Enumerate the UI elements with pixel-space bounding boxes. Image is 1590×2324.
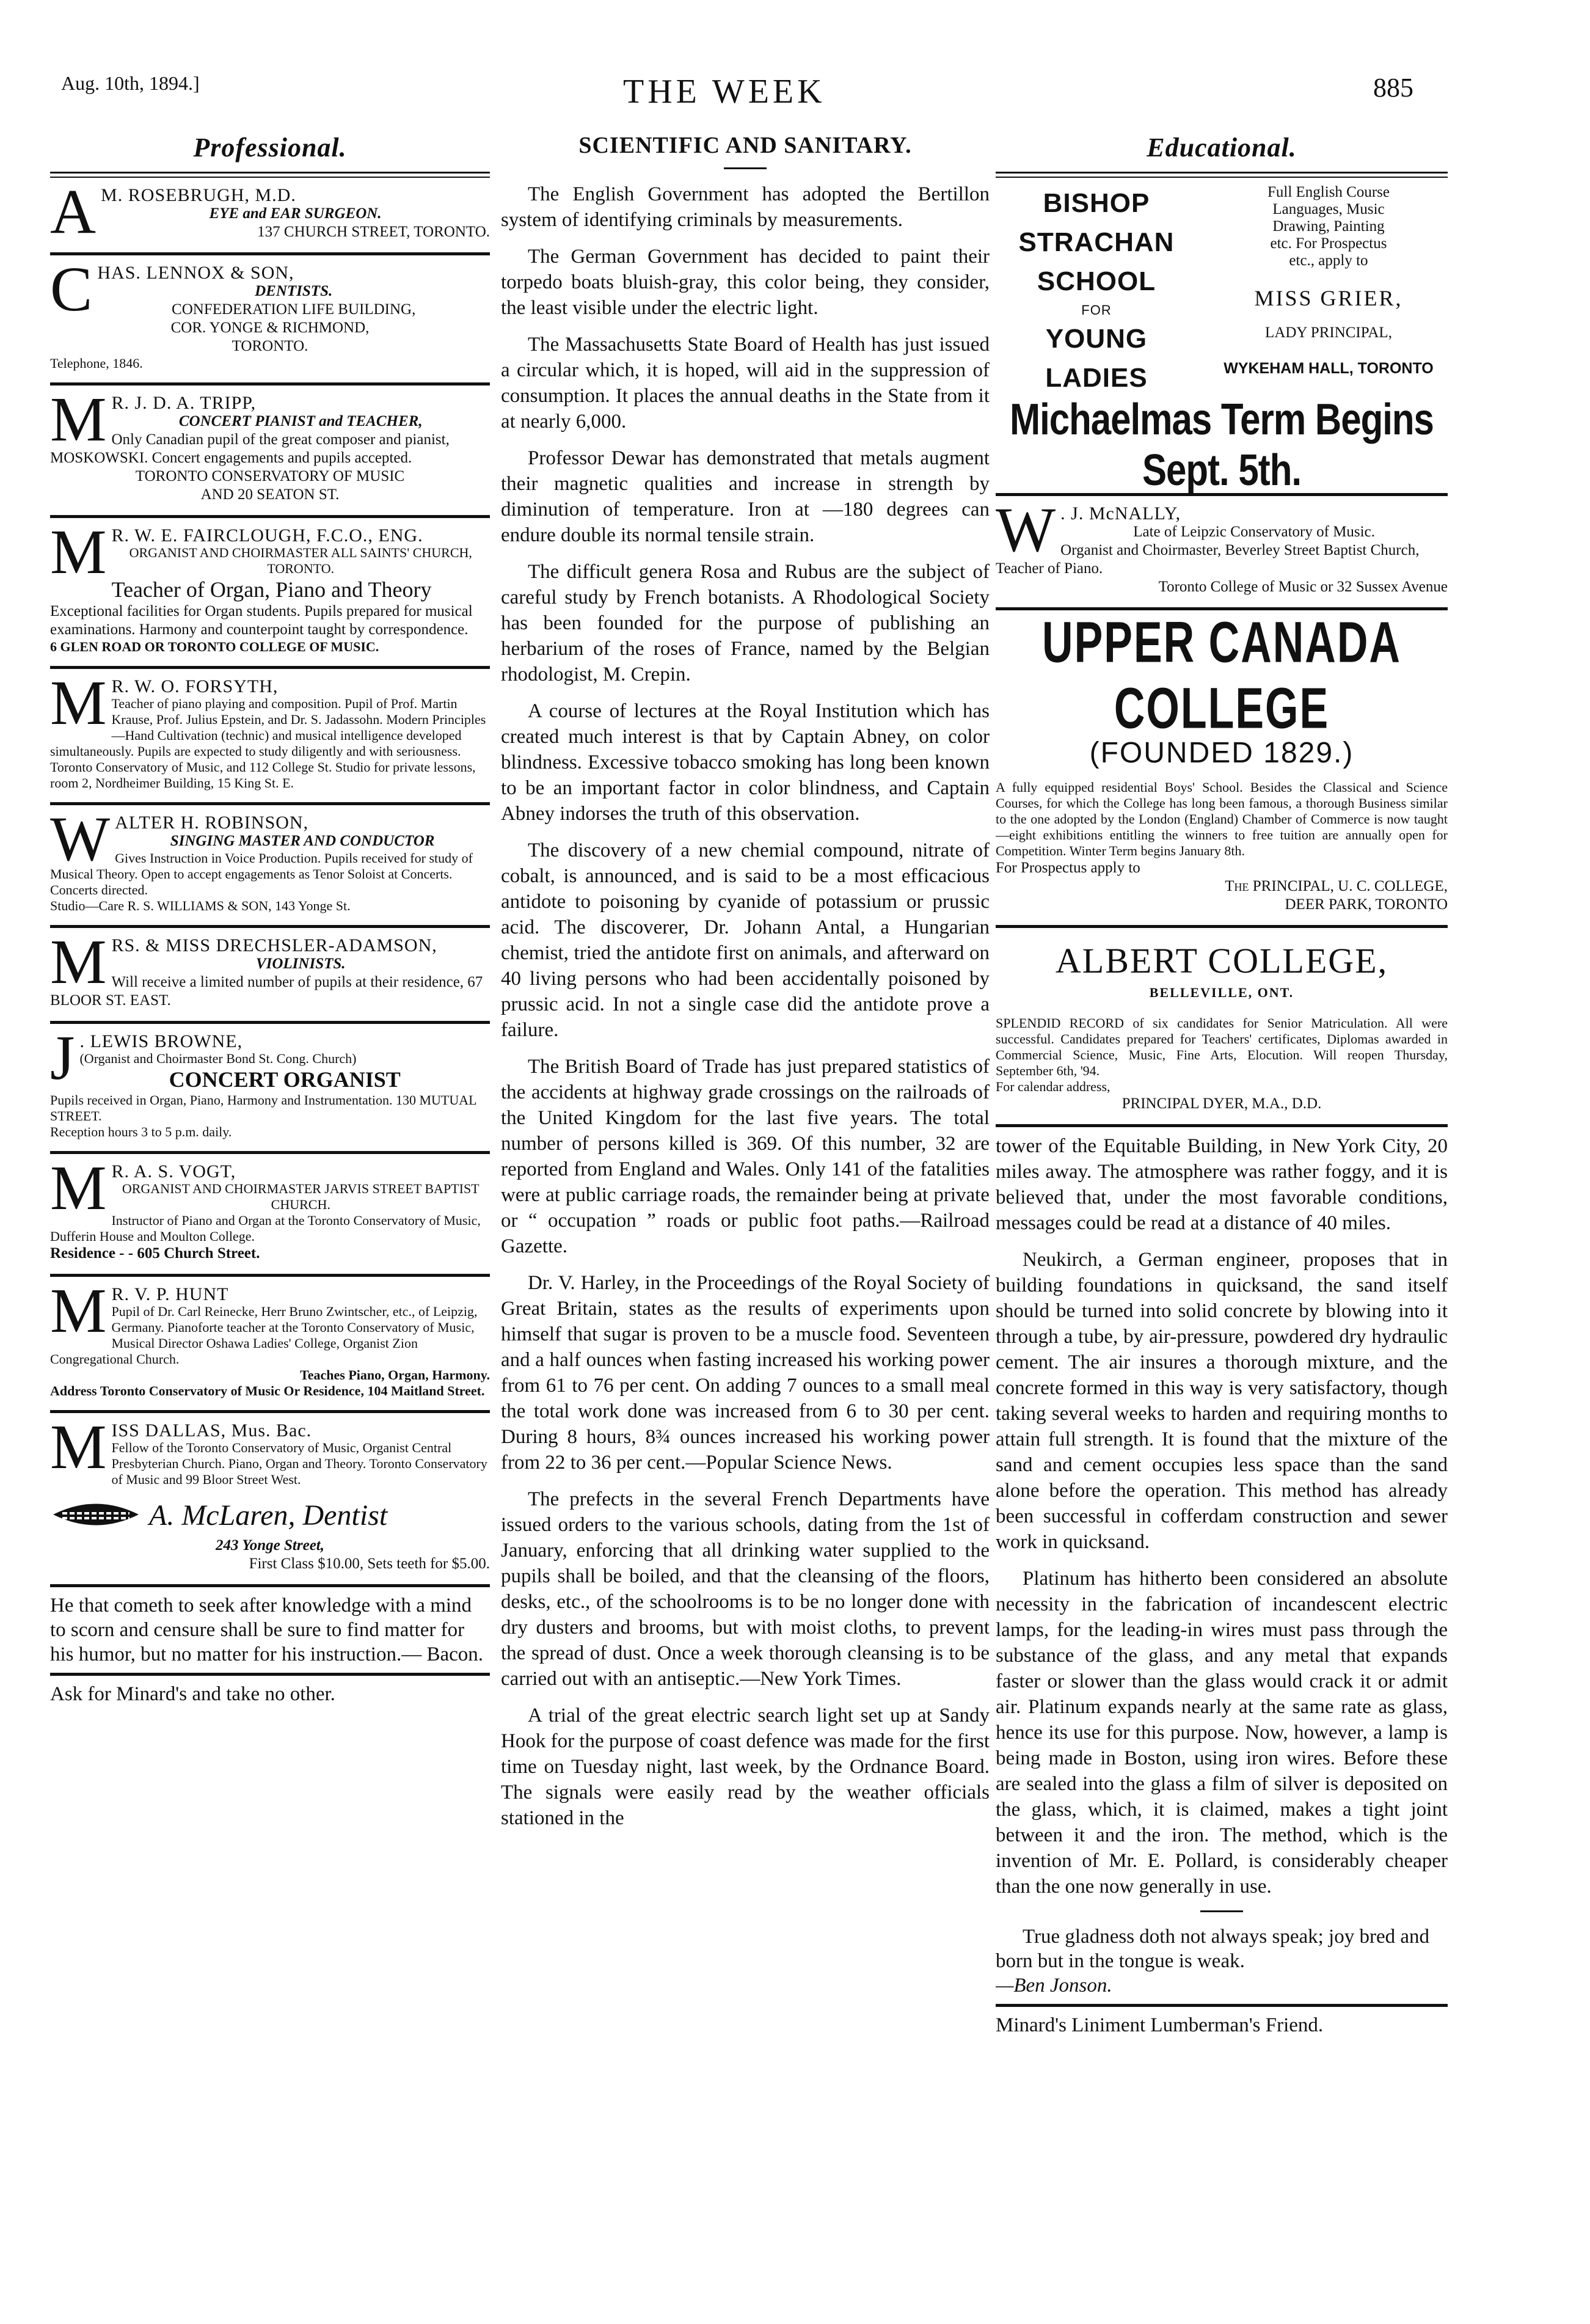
paragraph: Dr. V. Harley, in the Proceedings of the Royal Society of Great Britain, states as the results of experiments upon himself that sugar is proven to be a muscle food. Seventeen and a half ounces when fasting increased his working power from 61 to 76 per cent. On adding 7 ounces to a small meal the total work done was increased from 6 to 30 per cent. During 8 hours, 8¾ ounces increased his working power from 22 to 36 per cent.—Popular Science News. xyxy=(501,1272,990,1474)
ad-tripp xyxy=(50,384,490,509)
drop-cap: W xyxy=(996,495,1056,565)
ad-headline: Teaches Piano, Organ, Harmony. xyxy=(300,1367,490,1383)
ad-headline: Teacher of Organ, Piano and Theory xyxy=(111,577,432,602)
dentist-name: A. McLaren, Dentist xyxy=(149,1499,388,1532)
ad-address: COR. YONGE & RICHMOND, xyxy=(170,320,370,336)
paragraph: The English Government has adopted the Bertillon system of identifying criminals by measurements. xyxy=(501,183,990,231)
ad-footer: Reception hours 3 to 5 p.m. daily. xyxy=(50,1124,232,1139)
paragraph: The British Board of Trade has just prepared statistics of the accidents at highway grade crossings on the railroads of the United Kingdom for the last five years. The total number of persons killed is 369. Of this number, 32 are reported from England and Wales. Only 141 of the fatalities were at public carriage roads, the remainder being at private or “ occupation ” roads or public foot paths.—Railroad Gazette. xyxy=(501,1056,990,1257)
drop-cap: M xyxy=(50,517,107,587)
scientific-column xyxy=(501,128,990,2312)
school-young-ladies: YOUNG LADIES xyxy=(1045,324,1148,393)
paragraph: Professor Dewar has demonstrated that metals augment their magnetic qualities and increase in strength by diminution of temperature. Iron at —180 degrees can endure double its normal tensile strain. xyxy=(501,447,990,546)
ad-subtitle: CONCERT PIANIST and TEACHER, xyxy=(178,413,423,429)
drop-cap: W xyxy=(50,804,111,874)
newspaper-title: THE WEEK xyxy=(623,73,826,111)
paragraph: The difficult genera Rosa and Rubus are the subject of careful study by French botanists. A Rhodological Society has been founded for the purpose of publishing an herbarium of the roses of France, named by the Belgian rhodologist, M. Crepin. xyxy=(501,561,990,685)
minard-ad xyxy=(50,1682,490,1706)
ad-name: M. ROSEBRUGH, M.D. xyxy=(101,185,296,205)
albert-principal: PRINCIPAL DYER, M.A., D.D. xyxy=(1121,1095,1322,1112)
ad-name: R. W. O. FORSYTH, xyxy=(111,676,279,696)
drop-cap: M xyxy=(50,927,107,997)
ad-footer: Studio—Care R. S. WILLIAMS & SON, 143 Yonge St. xyxy=(50,898,351,913)
ad-body: Will receive a limited number of pupils at their residence, 67 BLOOR ST. EAST. xyxy=(50,974,483,1009)
ad-body: Fellow of the Toronto Conservatory of Music, Organist Central Presbyterian Church. Piano, Organ and Theory. Toronto Conservatory of Music and 99 Bloor Street West. xyxy=(111,1440,487,1487)
ad-name: R. J. D. A. TRIPP, xyxy=(111,393,257,413)
ad-body: Pupil of Dr. Carl Reinecke, Herr Bruno Zwintscher, etc., of Leipzig, Germany. Pianoforte teacher at the Toronto Conservatory of Music, Musical Director Oshawa Ladies' College, Organist Zion Congregational Church. xyxy=(50,1304,478,1367)
ucc-title: UPPER CANADA COLLEGE xyxy=(1042,610,1401,740)
ad-footer: 6 GLEN ROAD OR TORONTO COLLEGE OF MUSIC. xyxy=(50,639,379,654)
paragraph: The prefects in the several French Departments have issued orders to the various schools, dating from the 1st of January, enforcing that all drinking water supplied to the pupils shall be boiled, and that the cleansing of the floors, desks, etc., of the schoolrooms is to be no longer done with dry dusters and brooms, but with moist cloths, to prevent the spread of dust. Once a week thorough cleansing is to be carried out with an antiseptic.—New York Times. xyxy=(501,1488,990,1690)
scientific-article xyxy=(501,181,990,1831)
course-line: etc. For Prospectus xyxy=(1270,235,1387,252)
issue-date: Aug. 10th, 1894.] xyxy=(61,72,200,94)
ad-subtitle: DENTISTS. xyxy=(255,283,333,299)
paragraph: Platinum has hitherto been considered an absolute necessity in the fabrication of incandescent electric lamps, for the leading-in wires must pass through the substance of the glass, and any metal that expands faster or slower than the glass would crack it or admit air. Platinum expands nearly at the same rate as glass, hence its use for this purpose. Now, however, a lamp is being made in Boston, using iron wires. Before these are sealed into the glass a film of silver is deposited on the glass, which, it is claimed, makes a tight joint between it and the iron. The method, which is the invention of Mr. E. Pollard, is considerably cheaper than the one now generally in use. xyxy=(996,1568,1448,1898)
ad-hunt xyxy=(50,1276,490,1404)
ucc-address: DEER PARK, TORONTO xyxy=(1285,896,1448,913)
ad-subtitle: ORGANIST AND CHOIRMASTER JARVIS STREET BAPTIST CHURCH. xyxy=(122,1181,480,1212)
drop-cap: C xyxy=(50,254,93,324)
ucc-founded: (FOUNDED 1829.) xyxy=(1089,737,1354,769)
teeth-icon xyxy=(50,1496,142,1534)
albert-college-ad xyxy=(996,940,1448,1118)
school-name-line: SCHOOL xyxy=(1037,266,1156,296)
dentist-address: 243 Yonge Street, xyxy=(215,1537,324,1554)
school-for: FOR xyxy=(1081,302,1112,318)
ad-address: TORONTO CONSERVATORY OF MUSIC xyxy=(135,468,405,484)
drop-cap: A xyxy=(50,177,97,247)
ad-address: CONFEDERATION LIFE BUILDING, xyxy=(172,301,416,318)
ad-mcnally xyxy=(996,495,1448,601)
professional-heading: Professional. xyxy=(193,133,347,163)
ad-name: ISS DALLAS, Mus. Bac. xyxy=(111,1420,312,1441)
ad-name: . LEWIS BROWNE, xyxy=(79,1031,243,1051)
ad-name: R. A. S. VOGT, xyxy=(111,1161,236,1182)
ad-address: AND 20 SEATON ST. xyxy=(200,486,340,503)
scientific-article-continued xyxy=(996,1133,1448,1899)
ad-name: ALTER H. ROBINSON, xyxy=(115,813,309,833)
ad-browne xyxy=(50,1023,490,1145)
ad-body: Gives Instruction in Voice Production. Pupils received for study of Musical Theory. Open to accept engagements as Tenor Soloist at Concerts. Concerts directed. xyxy=(50,850,473,897)
ad-subtitle: EYE and EAR SURGEON. xyxy=(209,205,382,222)
course-line: Full English Course xyxy=(1267,184,1390,200)
ad-body: Only Canadian pupil of the great composer and pianist, MOSKOWSKI. Concert engagements and pupils accepted. xyxy=(50,431,450,466)
ad-name: R. V. P. HUNT xyxy=(111,1284,229,1304)
school-name-line: BISHOP xyxy=(1043,188,1150,218)
dentist-details xyxy=(50,1534,490,1578)
quote-text: True gladness doth not always speak; joy bred and born but in the tongue is weak. xyxy=(996,1926,1430,1972)
professional-column xyxy=(50,128,490,2312)
ad-address: TORONTO. xyxy=(232,338,308,354)
ad-forsyth xyxy=(50,668,490,796)
paragraph: The discovery of a new chemial compound, nitrate of cobalt, is announced, and is said to be a most efficacious antidote to poisoning by cyanide of potassium or prussic acid. The discoverer, Dr. Johann Antal, a Hungarian chemist, tried the antidote first on animals, and afterward on 40 living persons who had been accidentally poisoned by prussic acid. In not a single case did the antidote prove a failure. xyxy=(501,839,990,1041)
course-line: Drawing, Painting xyxy=(1272,218,1385,235)
ad-rosebrugh xyxy=(50,177,490,247)
minard-text: Ask for Minard's and take no other. xyxy=(50,1683,335,1705)
ad-name: . J. McNALLY, xyxy=(1060,503,1181,524)
ad-subtitle: ORGANIST AND CHOIRMASTER ALL SAINTS' CHURCH, TORONTO. xyxy=(129,545,472,576)
ad-robinson xyxy=(50,804,490,919)
ad-headline: CONCERT ORGANIST xyxy=(169,1067,401,1092)
ucc-body: A fully equipped residential Boys' School. Besides the Classical and Science Courses, for which the College has long been famous, a thorough Business similar to the one adopted by the London (England) Chamber of Commerce is now taught—eight exhibitions entitling the winners to free tuition are annually open for Competition. Winter Term begins January 8th. xyxy=(996,780,1448,858)
educational-column xyxy=(996,128,1448,2312)
quote-text: He that cometh to seek after knowledge with a mind to scorn and censure shall be sure to find matter for his humor, but no matter for his instruction.— Bacon. xyxy=(50,1595,484,1665)
minard-liniment-ad xyxy=(996,2013,1448,2037)
ad-footer: Address Toronto Conservatory of Music Or Residence, 104 Maitland Street. xyxy=(50,1383,485,1398)
albert-body: SPLENDID RECORD of six candidates for Senior Matriculation. All were successful. Candidates prepared for Teachers' certificates, Diplomas awarded in Commercial Science, Music, Fine Arts, Elocution. Will reopen Thursday, September 6th, '94. xyxy=(996,1015,1448,1078)
ad-name: R. W. E. FAIRCLOUGH, F.C.O., ENG. xyxy=(111,525,423,546)
heading-rule xyxy=(50,172,490,178)
ad-subtitle: VIOLINISTS. xyxy=(255,956,346,972)
albert-calendar: For calendar address, xyxy=(996,1079,1110,1094)
dentist-price: First Class $10.00, Sets teeth for $5.00. xyxy=(249,1555,490,1572)
ad-fairclough xyxy=(50,517,490,660)
educational-heading: Educational. xyxy=(1147,133,1297,163)
ad-drechsler-adamson xyxy=(50,927,490,1015)
ad-lennox xyxy=(50,254,490,376)
drop-cap: M xyxy=(50,1412,107,1482)
ad-name: HAS. LENNOX & SON, xyxy=(97,263,294,283)
bacon-quote xyxy=(50,1593,490,1667)
ad-name: RS. & MISS DRECHSLER-ADAMSON, xyxy=(111,935,437,956)
principal-title: LADY PRINCIPAL, xyxy=(1265,324,1392,341)
page-number: 885 xyxy=(1373,73,1413,103)
minard-text: Minard's Liniment Lumberman's Friend. xyxy=(996,2014,1324,2036)
ad-body: Teacher of piano playing and composition. Pupil of Prof. Martin Krause, Prof. Julius Epstein, and Dr. S. Jadassohn. Modern Principles—Hand Cultivation (technic) and musical intelligence developed simultaneously. Pupils are expected to study diligently and with seriousness. Toronto Conservatory of Music, and 112 College St. Studio for private lessons, room 2, Nordheimer Building, 15 King St. E. xyxy=(50,696,486,791)
school-name-line: STRACHAN xyxy=(1018,227,1175,257)
course-line: etc., apply to xyxy=(1289,252,1368,269)
paragraph: tower of the Equitable Building, in New York City, 20 miles away. The atmosphere was rather foggy, and it is believed that, under the most favorable conditions, messages could be read at a distance of 40 miles. xyxy=(996,1135,1448,1234)
ucc-principal: The PRINCIPAL, U. C. COLLEGE, xyxy=(1225,878,1448,894)
ad-body: Instructor of Piano and Organ at the Toronto Conservatory of Music, Dufferin House and Moulton College. xyxy=(50,1213,481,1244)
albert-title: ALBERT COLLEGE, xyxy=(1055,941,1388,981)
upper-canada-college-ad xyxy=(996,610,1448,919)
paragraph: The German Government has decided to paint their torpedo boats bluish-gray, this color being, they consider, the least visible under the electric light. xyxy=(501,246,990,319)
drop-cap: J xyxy=(50,1023,75,1093)
ucc-apply: For Prospectus apply to xyxy=(996,860,1140,876)
ad-vogt xyxy=(50,1153,490,1268)
michaelmas-notice: Michaelmas Term Begins Sept. 5th. xyxy=(1010,395,1434,495)
paragraph: A trial of the great electric search light set up at Sandy Hook for the purpose of coast defence was made for the first time on Tuesday night, last week, by the Ordnance Board. The signals were easily read by the weather officials stationed in the xyxy=(501,1705,990,1829)
school-address: WYKEHAM HALL, TORONTO xyxy=(1223,360,1434,377)
drop-cap: M xyxy=(50,384,107,455)
ad-line: Late of Leipzic Conservatory of Music. xyxy=(1133,524,1375,540)
ad-body: Exceptional facilities for Organ students. Pupils prepared for musical examinations. Harmony and counterpoint taught by correspondence. xyxy=(50,603,473,638)
ad-line: Toronto College of Music or 32 Sussex Avenue xyxy=(1158,579,1448,595)
bishop-strachan-ad xyxy=(996,184,1448,398)
dentist-ad xyxy=(50,1496,490,1534)
drop-cap: M xyxy=(50,668,107,738)
course-line: Languages, Music xyxy=(1272,201,1385,217)
albert-location: BELLEVILLE, ONT. xyxy=(1149,985,1294,1000)
scientific-heading: SCIENTIFIC AND SANITARY. xyxy=(578,133,912,158)
drop-cap: M xyxy=(50,1153,107,1223)
ad-body: Pupils received in Organ, Piano, Harmony and Instrumentation. 130 MUTUAL STREET. xyxy=(50,1092,476,1124)
ad-phone: Telephone, 1846. xyxy=(50,356,143,371)
ad-line: Organist and Choirmaster, Beverley Street Baptist Church, Teacher of Piano. xyxy=(996,542,1420,577)
jonson-quote xyxy=(996,1924,1448,1998)
paragraph: A course of lectures at the Royal Institution which has created much interest is that by Captain Abney, on color blindness. Excessive tobacco smoking has long been known to be an important factor in color blindness, and Captain Abney indorses the truth of this observation. xyxy=(501,700,990,825)
ad-subtitle: (Organist and Choirmaster Bond St. Cong. Church) xyxy=(79,1051,357,1066)
quote-author: —Ben Jonson. xyxy=(996,1975,1112,1997)
ad-footer: Residence - - 605 Church Street. xyxy=(50,1245,260,1262)
drop-cap: M xyxy=(50,1276,107,1346)
ad-subtitle: SINGING MASTER AND CONDUCTOR xyxy=(170,833,435,849)
paragraph: The Massachusetts State Board of Health has just issued a circular which, it is hoped, will aid in the suppression of consumption. It places the annual deaths in the State from it at nearly 6,000. xyxy=(501,334,990,433)
ad-address: 137 CHURCH STREET, TORONTO. xyxy=(257,224,490,240)
ad-dallas xyxy=(50,1412,490,1493)
principal-name: MISS GRIER, xyxy=(1254,286,1403,310)
paragraph: Neukirch, a German engineer, proposes that in building foundations in quicksand, the sand itself should be turned into solid concrete by blowing into it through a tube, by air-pressure, powdered dry hydraulic cement. The air insures a thorough mixture, and the concrete formed in this way is very satisfactory, though taking several weeks to harden and requiring months to attain full strength. It is found that the mixture of the sand and cement occupies less space than the sand alone before the operation. This method has already been successful in cofferdam construction and sewer work in quicksand. xyxy=(996,1249,1448,1553)
